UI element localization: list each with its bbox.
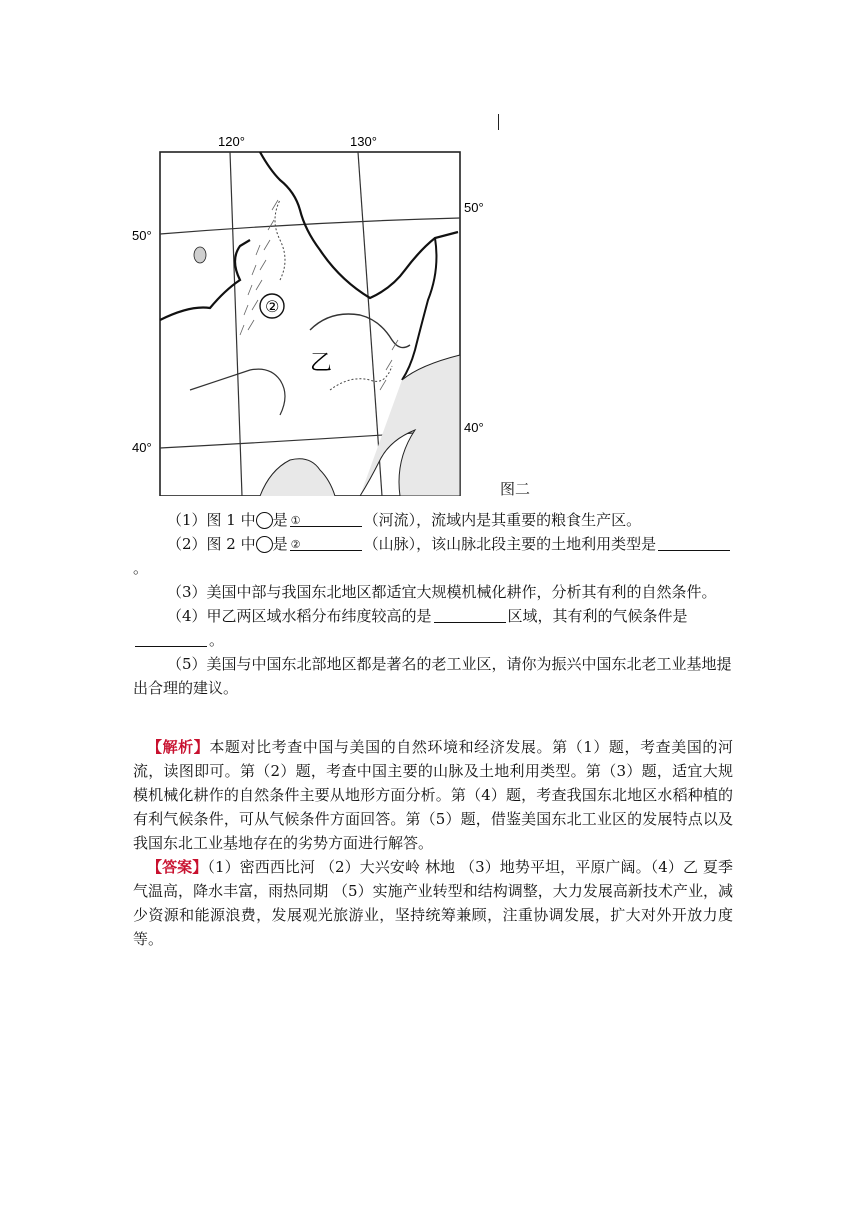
northeast-china-map [130,130,500,496]
analysis-block [133,735,733,951]
analysis-label: 【解析】 [147,738,210,756]
q2-tail: 。 [133,559,149,577]
q2-circle: ② [256,536,273,553]
answer-paragraph [133,855,733,951]
text-cursor [498,114,499,130]
answer-label: 【答案】 [147,858,208,876]
question-3: （3）美国中部与我国东北地区都适宜大规模机械化耕作，分析其有利的自然条件。 [167,583,717,601]
hulun-lake [194,247,206,263]
q2-suffix: （山脉），该山脉北段主要的土地利用类型是 [363,535,657,553]
question-5: （5）美国与中国东北部地区都是著名的老工业区，请你为振兴中国东北老工业基地提出合理的建议。 [133,655,732,697]
map-figure [130,130,500,496]
lon-label-120: 120° [218,134,245,149]
question-1 [133,508,733,532]
marker-yi-label: 乙 [310,351,333,376]
q4-blank-2[interactable] [135,632,207,647]
q2-mid: 是 [272,535,288,553]
q4-prefix: （4）甲乙两区域水稻分布纬度较高的是 [167,607,432,625]
answer-text: （1）密西西比河 （2）大兴安岭 林地 （3）地势平坦，平原广阔。（4）乙 夏季气温高，降水丰富，雨热同期 （5）实施产业转型和结构调整，大力发展高新技术产业，减少资源和能源浪费，发展观光旅游业，坚持统筹兼顾，注重协调发展，扩大对外开放力度等。 [133,858,733,948]
question-2 [133,532,733,580]
lat-label-40-left: 40° [132,440,152,455]
q2-blank-2[interactable] [658,536,730,551]
questions-block [133,508,733,700]
q1-mid: 是 [272,511,288,529]
q1-suffix: （河流），流域内是其重要的粮食生产区。 [363,511,642,529]
lat-label-40-right: 40° [464,420,484,435]
map-caption: 图二 [500,480,531,498]
q1-circle: ① [256,512,273,529]
marker-2-label: ② [265,297,280,316]
q4-suffix: 区域，其有利的气候条件是 [507,607,688,625]
analysis-paragraph [133,735,733,855]
q4-blank-1[interactable] [434,608,506,623]
q2-blank-1[interactable] [290,536,362,551]
q4-tail: 。 [209,631,225,649]
q1-blank[interactable] [290,512,362,527]
question-4 [133,604,733,652]
analysis-text: 本题对比考查中国与美国的自然环境和经济发展。第（1）题，考查美国的河流，读图即可。第（2）题，考查中国主要的山脉及土地利用类型。第（3）题，适宜大规模机械化耕作的自然条件主要从地形方面分析。第（4）题，考查我国东北地区水稻种植的有利气候条件，可从气候条件方面回答。第（5）题，借鉴美国东北工业区的发展特点以及我国东北工业基地存在的劣势方面进行解答。 [133,738,733,852]
q1-prefix: （1）图 1 中 [167,511,256,529]
lat-label-50-right: 50° [464,200,484,215]
lat-label-50-left: 50° [132,228,152,243]
lon-label-130: 130° [350,134,377,149]
q2-prefix: （2）图 2 中 [167,535,256,553]
